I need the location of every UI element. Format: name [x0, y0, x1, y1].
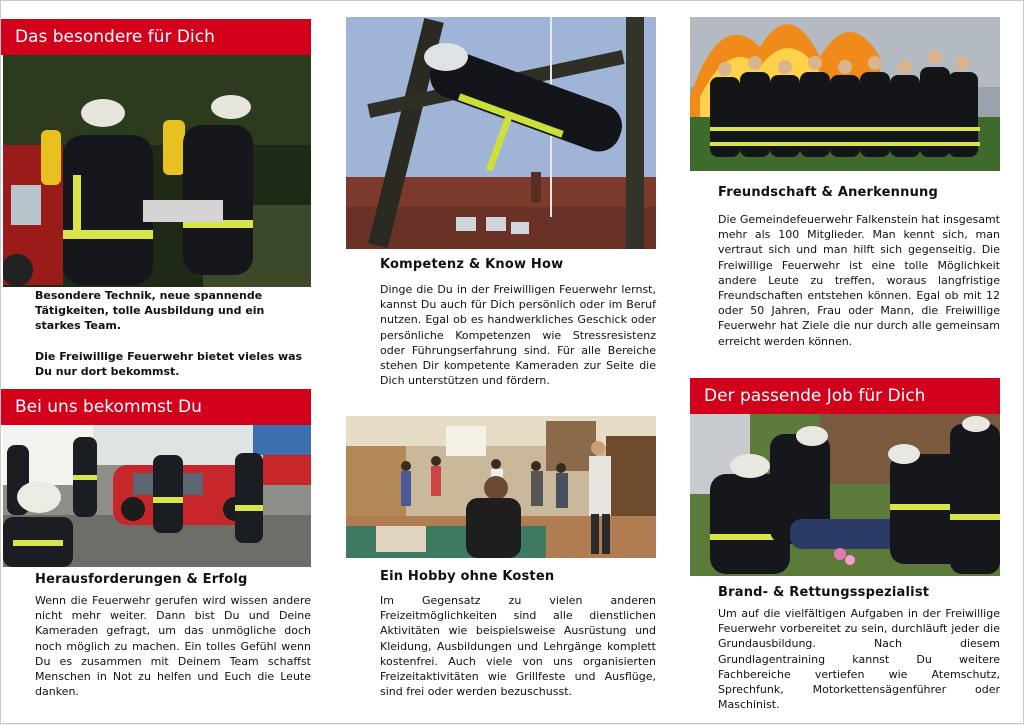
photo-breathing-apparatus-team	[3, 55, 311, 287]
column-right	[690, 1, 1002, 725]
column-left	[1, 1, 313, 725]
photo-rope-training	[346, 17, 656, 249]
text-kompetenz: Dinge die Du in der Freiwilligen Feuerwehr lernst, kannst Du auch für Dich persönlich oder im Beruf nutzen. Egal ob es handwerkliches Geschick oder persönliche Kompetenzen wie Stressresistenz oder Führungserfahrung sind. Für alle Bereiche stehen Dir kompetente Kameraden zur Seite die Dich unterstützen und fördern.	[380, 283, 656, 388]
text-hobby: Im Gegensatz zu vielen anderen Freizeitmöglichkeiten sind alle dienstlichen Aktivitäten wie beispielsweise Ausrüstung und Kleidung, Ausbildungen und Lehrgänge komplett kostenfrei. Auch viele von uns organisierten Freizeitaktivitäten wie Grillfeste und Ausflüge, sind frei oder werden bezuschusst.	[380, 594, 656, 699]
heading-herausforderungen: Herausforderungen & Erfolg	[35, 572, 248, 587]
photo-community-hall	[346, 416, 656, 558]
intro-text-2: Die Freiwillige Feuerwehr bietet vieles was Du nur dort bekommst.	[35, 350, 303, 379]
heading-brand-rettung: Brand- & Rettungsspezialist	[718, 585, 930, 600]
photo-car-rescue-exercise	[3, 425, 311, 567]
column-middle	[346, 1, 658, 725]
banner-das-besondere: Das besondere für Dich	[1, 19, 311, 55]
banner-der-passende-job: Der passende Job für Dich	[690, 378, 1000, 414]
text-brand-rettung: Um auf die vielfältigen Aufgaben in der Freiwillige Feuerwehr vorbereitet zu sein, durchläuft jeder die Grundausbildung. Nach diesem Grundlagentraining kannst Du weitere Fachbereiche vertiefen wie Atemschutz, Sprechfunk, Motorkettensägenführer oder Maschinist.	[718, 607, 1000, 712]
photo-team-bonfire	[690, 17, 1000, 171]
heading-freundschaft: Freundschaft & Anerkennung	[718, 185, 939, 200]
intro-text-1: Besondere Technik, neue spannende Tätigkeiten, tolle Ausbildung und ein starkes Team.	[35, 289, 265, 333]
banner-bei-uns: Bei uns bekommst Du	[1, 389, 311, 425]
text-freundschaft: Die Gemeindefeuerwehr Falkenstein hat insgesamt mehr als 100 Mitglieder. Man kennt sich, man vertraut sich und man hilft sich gegenseitig. Die Freiwillige Feuerwehr ist eine tolle Möglichkeit andere Leute zu treffen, woraus langfristige Freundschaften entstehen können. Egal ob mit 12 oder 50 Jahren, Frau oder Mann, die Freiwillige Feuerwehr hat Ziele die nur durch alle gemeinsam erreicht werden können.	[718, 213, 1000, 348]
photo-rescue-stretcher	[690, 414, 1000, 576]
heading-kompetenz: Kompetenz & Know How	[380, 257, 564, 272]
text-herausforderungen: Wenn die Feuerwehr gerufen wird wissen andere nicht mehr weiter. Dann bist Du und Deine Kameraden gefragt, um das unmögliche doch noch möglich zu machen. Ein tolles Gefühl wenn Du es zusammen mit Deinem Team schaffst Menschen in Not zu helfen und Euch die Leute danken.	[35, 594, 311, 699]
heading-hobby: Ein Hobby ohne Kosten	[380, 569, 555, 584]
